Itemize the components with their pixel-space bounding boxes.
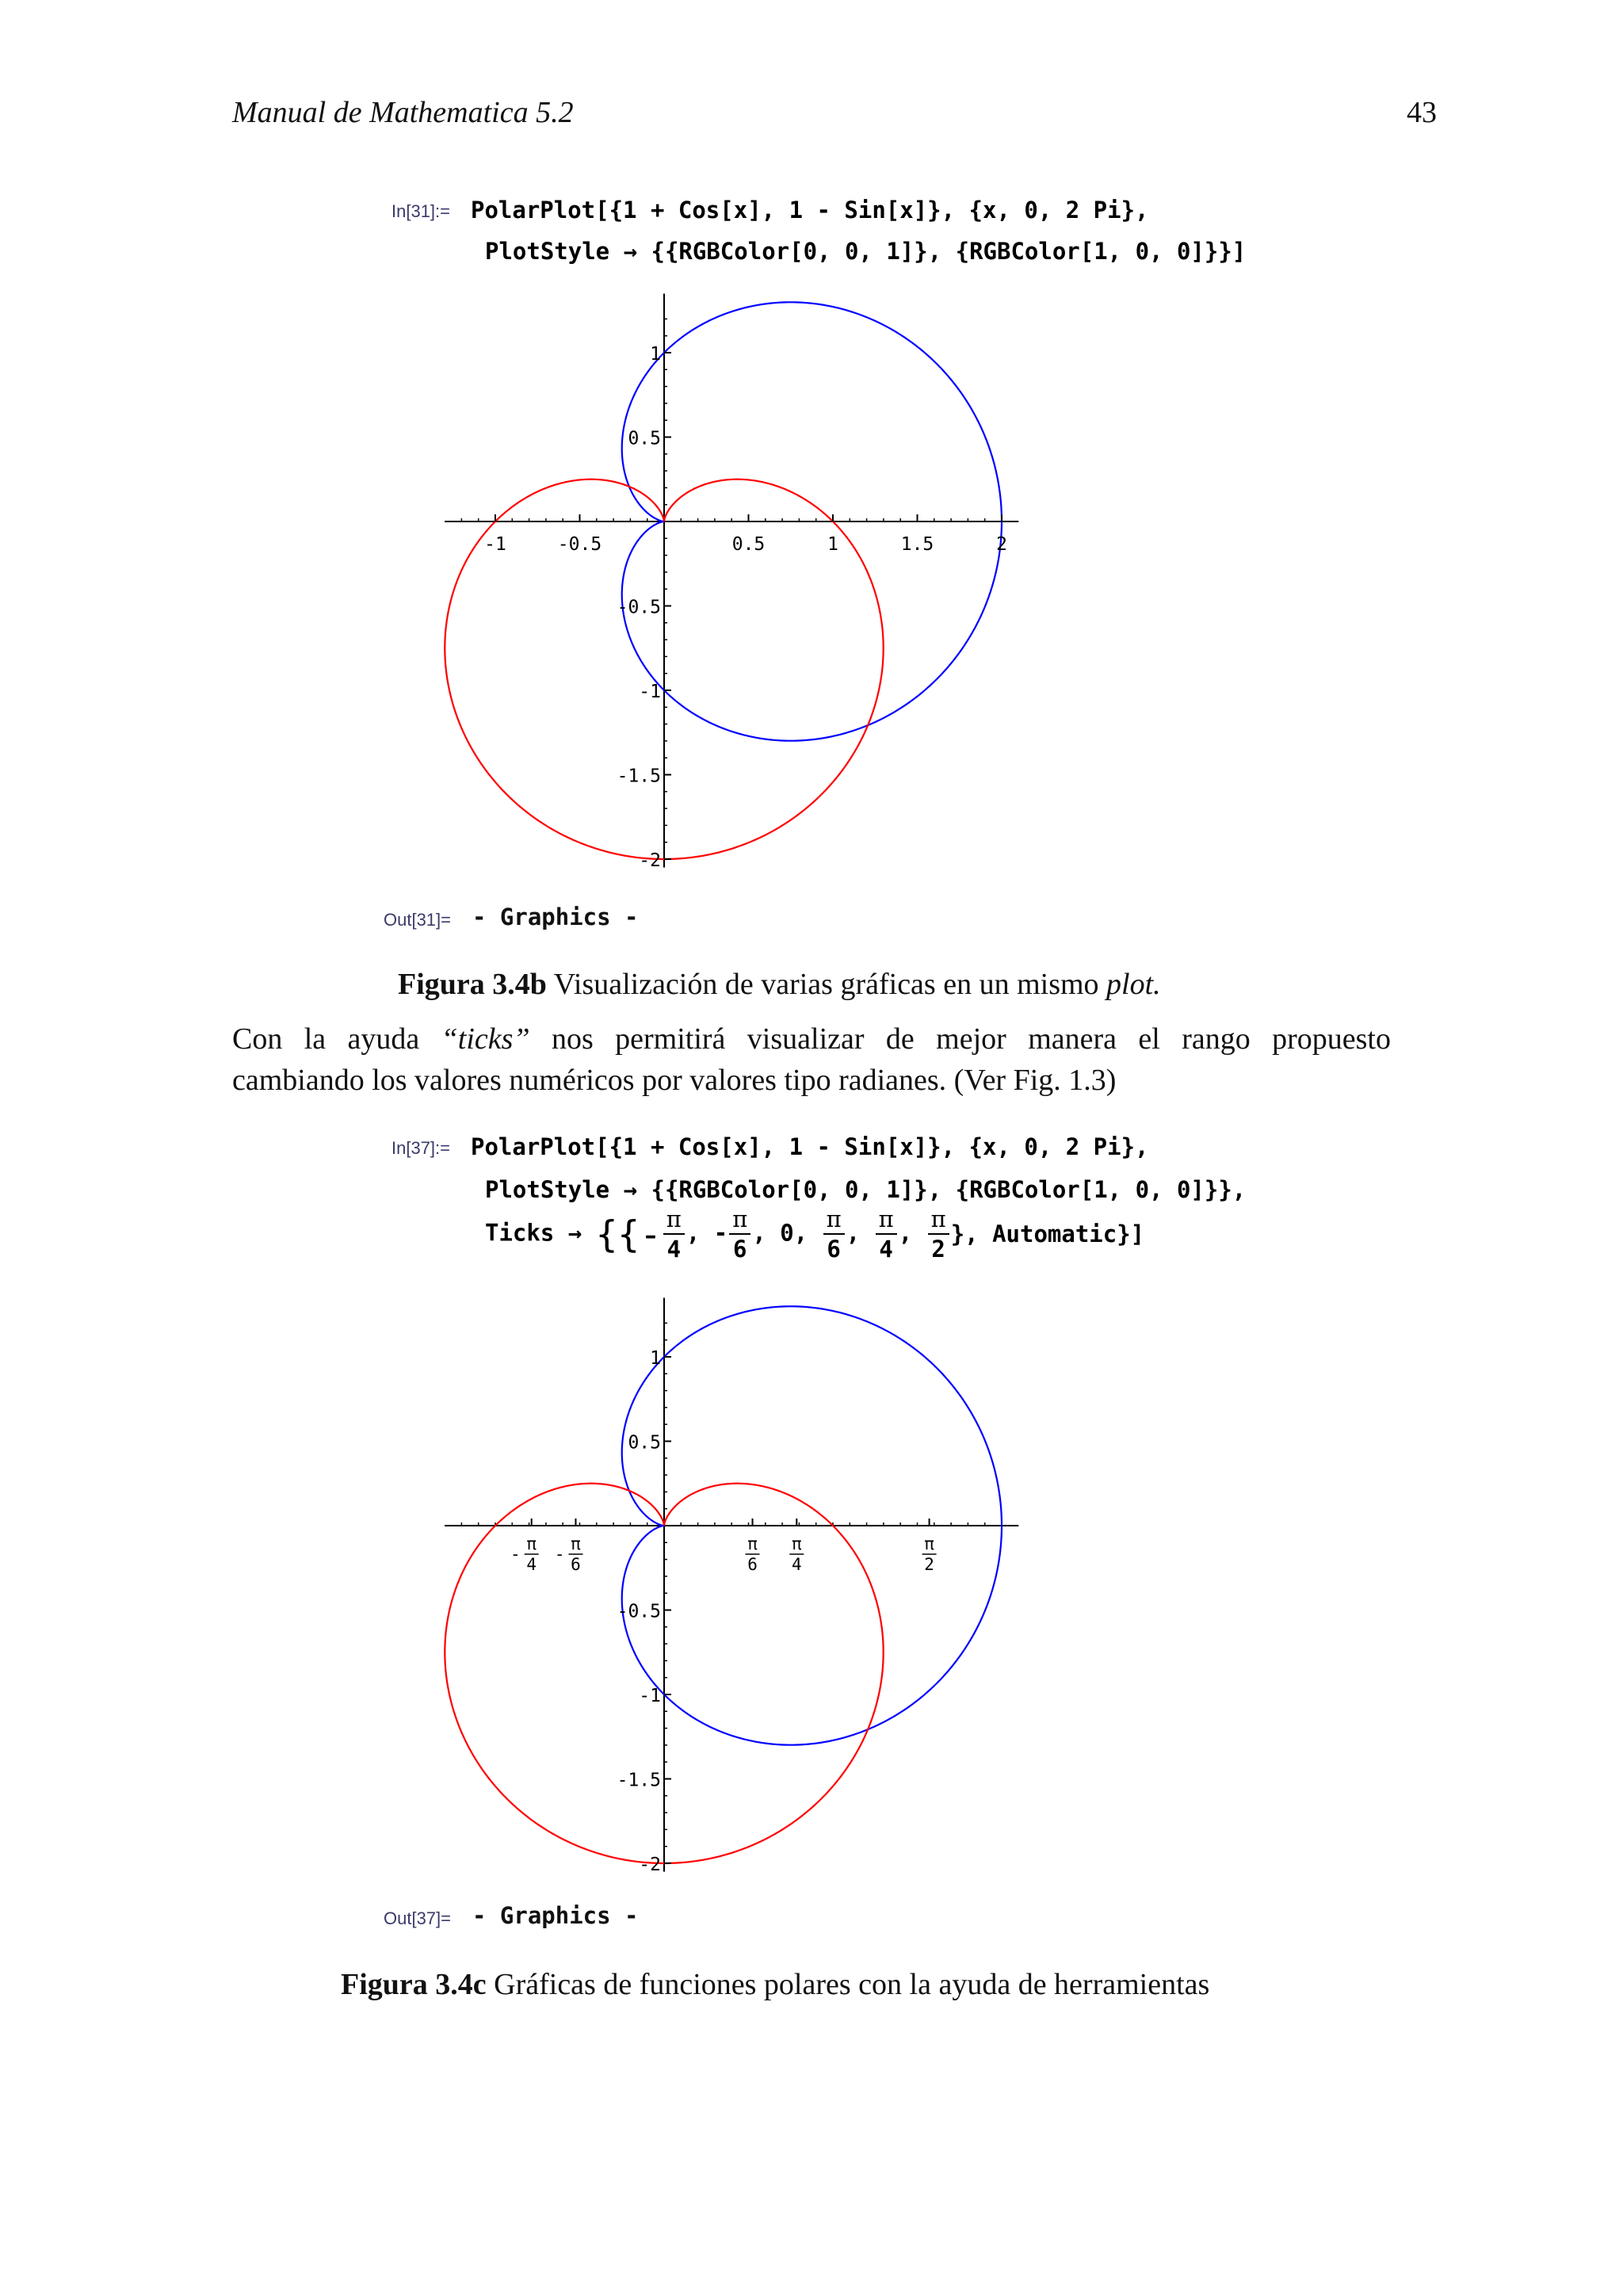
caption-number: Figura 3.4c bbox=[341, 1968, 487, 2001]
tick-denominator: 4 bbox=[526, 1555, 537, 1574]
code-text: Ticks → bbox=[485, 1219, 582, 1247]
tick-denominator: 4 bbox=[791, 1555, 802, 1574]
caption-number: Figura 3.4b bbox=[398, 968, 547, 1001]
tick-numerator: π bbox=[526, 1534, 537, 1553]
tick-sign: - bbox=[510, 1545, 521, 1564]
tick-denominator: 6 bbox=[571, 1555, 581, 1574]
caption-text: Visualización de varias gráficas en un mismo bbox=[546, 968, 1107, 1001]
tick-denominator: 2 bbox=[924, 1555, 934, 1574]
caption-text: Gráficas de funciones polares con la ayuda de herramientas bbox=[486, 1968, 1210, 2001]
paragraph-text: nos permitirá visualizar de mejor manera el rango propuesto bbox=[529, 1022, 1391, 1056]
caption-italic: plot. bbox=[1106, 968, 1161, 1001]
running-header-title: Manual de Mathematica 5.2 bbox=[232, 96, 574, 129]
tick-numerator: π bbox=[571, 1534, 581, 1553]
graphics-output: - Graphics - bbox=[472, 904, 639, 930]
x-tick-label bbox=[555, 1534, 583, 1574]
y-tick-label: -1 bbox=[639, 1686, 661, 1706]
x-tick-label: -0.5 bbox=[557, 534, 602, 555]
tick-numerator: π bbox=[747, 1534, 758, 1553]
y-tick-label: -1.5 bbox=[617, 1770, 661, 1791]
tick-sign: - bbox=[554, 1545, 565, 1564]
y-tick-label: 0.5 bbox=[628, 428, 661, 449]
y-tick-label: 1 bbox=[650, 1348, 661, 1369]
page-number: 43 bbox=[1407, 96, 1437, 129]
y-tick-label: -2 bbox=[639, 850, 661, 871]
y-tick-label: -0.5 bbox=[617, 1601, 661, 1622]
x-tick-label: 2 bbox=[996, 534, 1007, 555]
code-line[interactable]: PlotStyle → {{RGBColor[0, 0, 1]}, {RGBColor[1, 0, 0]}}, bbox=[485, 1176, 1247, 1203]
x-tick-label bbox=[510, 1534, 539, 1574]
graphics-output: - Graphics - bbox=[472, 1902, 639, 1929]
output-label: Out[31]= bbox=[384, 910, 452, 930]
y-tick-label: -2 bbox=[639, 1855, 661, 1875]
code-line[interactable]: PolarPlot[{1 + Cos[x], 1 - Sin[x]}, {x, 0, 2 Pi}, bbox=[471, 197, 1149, 223]
input-label: In[37]:= bbox=[391, 1138, 451, 1158]
code-text: {{- bbox=[595, 1213, 662, 1256]
fraction: $\frac{\pi}{4}$ bbox=[663, 1208, 685, 1261]
x-tick-label bbox=[746, 1534, 760, 1574]
x-tick-label bbox=[922, 1534, 937, 1574]
y-tick-label: -1.5 bbox=[617, 766, 661, 787]
fraction: $\frac{\pi}{6}$ bbox=[823, 1208, 845, 1261]
fraction: $\frac{\pi}{2}$ bbox=[928, 1208, 949, 1261]
input-label: In[31]:= bbox=[391, 201, 451, 221]
figure-caption bbox=[341, 1967, 1209, 2002]
y-tick-label: 0.5 bbox=[628, 1432, 661, 1454]
code-line[interactable]: PlotStyle → {{RGBColor[0, 0, 1]}, {RGBColor[1, 0, 0]}}] bbox=[485, 238, 1247, 265]
fraction: $\frac{\pi}{6}$ bbox=[729, 1208, 750, 1261]
paragraph-italic: “ticks” bbox=[441, 1022, 530, 1056]
polar-plot-b bbox=[0, 0, 1623, 919]
paragraph-line: cambiando los valores numéricos por valores tipo radianes. (Ver Fig. 1.3) bbox=[232, 1064, 1117, 1097]
code-line[interactable]: PolarPlot[{1 + Cos[x], 1 - Sin[x]}, {x, 0, 2 Pi}, bbox=[471, 1133, 1149, 1160]
x-tick-label: 0.5 bbox=[731, 534, 766, 555]
x-tick-label: 1.5 bbox=[900, 534, 934, 555]
tick-numerator: π bbox=[791, 1534, 802, 1553]
code-text: }, Automatic}] bbox=[950, 1221, 1145, 1247]
x-tick-label: 1 bbox=[827, 534, 838, 555]
y-tick-label: 1 bbox=[650, 344, 661, 365]
code-line-ticks[interactable]: Ticks → {{- $\frac{\pi}{4}$ , - $\frac{\pi}{6}$ , 0, $\frac{\pi}{6}$ , $\frac{\pi}{4}$ , $\frac{\pi}{2}$ }, Automatic}] bbox=[485, 1205, 1145, 1263]
paragraph-text: Con la ayuda bbox=[232, 1022, 441, 1056]
x-tick-label: -1 bbox=[484, 534, 506, 555]
output-label: Out[37]= bbox=[384, 1908, 452, 1928]
x-tick-label bbox=[789, 1534, 804, 1574]
tick-denominator: 6 bbox=[747, 1555, 758, 1574]
fraction: $\frac{\pi}{4}$ bbox=[876, 1208, 897, 1261]
y-tick-label: -1 bbox=[639, 682, 661, 702]
y-tick-label: -0.5 bbox=[617, 597, 661, 618]
polar-plot-c bbox=[0, 983, 1623, 1894]
tick-numerator: π bbox=[924, 1534, 934, 1553]
